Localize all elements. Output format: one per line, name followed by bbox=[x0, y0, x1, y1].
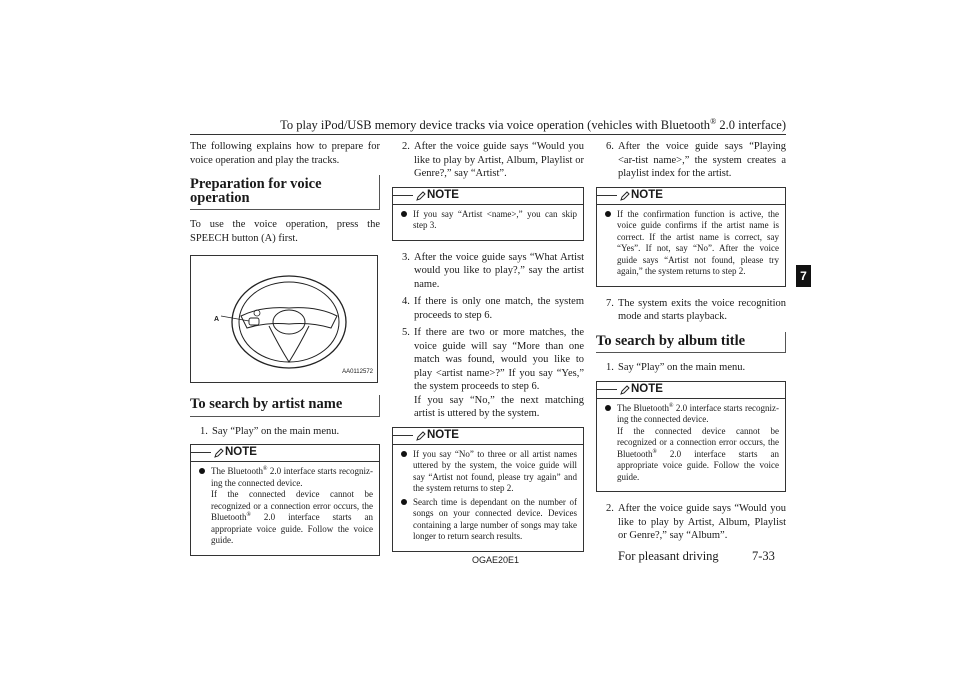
list-item: 2. After the voice guide says “Would you like to play by Artist, Album, Playlist or Genre?,” say “Album”. bbox=[606, 503, 786, 541]
document-code: OGAE20E1 bbox=[472, 555, 520, 565]
section-title-preparation: Preparation for voice operation bbox=[190, 175, 380, 210]
note-box bbox=[596, 381, 786, 493]
column-middle bbox=[392, 140, 584, 562]
pencil-icon bbox=[415, 430, 427, 442]
footer-section-title: For pleasant driving bbox=[618, 549, 719, 563]
pencil-icon bbox=[415, 190, 427, 202]
header-rule bbox=[190, 134, 786, 135]
bullet-icon bbox=[401, 499, 407, 505]
list-item: 5. If there are two or more matches, the voice guide will say “More than one match was found, would you like to play <artist name>?” If you say “Yes,” the system proceeds to step 6. If you say “No,” the next matching artist is uttered by the system. bbox=[402, 327, 584, 419]
note-item: The Bluetooth® 2.0 interface starts recogniz-ing the connected device. If the connected device cannot be recognized or a connection error occurs, the Bluetooth® 2.0 interface starts an appropriate voice guide. Follow the voice guide. bbox=[197, 466, 373, 547]
header-title: To play iPod/USB memory device tracks via voice operation (vehicles with Bluetooth bbox=[280, 118, 711, 132]
header-title-suffix: 2.0 interface) bbox=[716, 118, 786, 132]
note-box bbox=[392, 187, 584, 241]
page-header bbox=[190, 118, 786, 133]
list-item: 7. The system exits the voice recognition mode and starts playback. bbox=[606, 297, 786, 322]
bullet-icon bbox=[401, 451, 407, 457]
chapter-tab: 7 bbox=[796, 265, 811, 287]
page-number: 7-33 bbox=[752, 549, 775, 563]
note-title: NOTE bbox=[427, 188, 459, 201]
figure-callout-a: A bbox=[214, 316, 220, 323]
note-item: The Bluetooth® 2.0 interface starts recogniz-ing the connected device. If the connected device cannot be recognized or a connection error occurs, the Bluetooth® 2.0 interface starts an appropriate voice guide. Follow the voice guide. bbox=[603, 403, 779, 484]
column-right bbox=[596, 140, 786, 547]
note-title: NOTE bbox=[225, 446, 257, 459]
artist-steps bbox=[190, 425, 380, 439]
note-item: Search time is dependant on the number of songs on your connected device. Devices containing a large number of songs may take longer to return search results. bbox=[399, 497, 577, 543]
bullet-icon bbox=[401, 211, 407, 217]
steering-wheel-figure bbox=[190, 255, 378, 383]
note-title: NOTE bbox=[427, 428, 459, 441]
pencil-icon bbox=[619, 190, 631, 202]
list-item: 1. Say “Play” on the main menu. bbox=[200, 425, 340, 437]
note-box bbox=[190, 444, 380, 556]
note-box bbox=[596, 187, 786, 287]
column-left bbox=[190, 140, 380, 566]
section-title-artist: To search by artist name bbox=[190, 395, 380, 417]
list-item: 3. After the voice guide says “What Artist would you like to play?,” say the artist name. bbox=[402, 251, 584, 290]
pencil-icon bbox=[213, 447, 225, 459]
note-item: If you say “No” to three or all artist names uttered by the system, the voice guide will say “Artist not found, please try again” and the system returns to step 2. bbox=[399, 449, 577, 495]
bullet-icon bbox=[199, 468, 205, 474]
list-item: 4. If there is only one match, the system proceeds to step 6. bbox=[402, 296, 584, 321]
intro-text: The following explains how to prepare for voice operation and play the tracks. bbox=[190, 141, 380, 166]
list-item: 1. Say “Play” on the main menu. bbox=[606, 362, 746, 373]
bullet-icon bbox=[605, 405, 611, 411]
note-title: NOTE bbox=[631, 382, 663, 395]
note-item: If you say “Artist <name>,” you can skip step 3. bbox=[399, 209, 577, 232]
figure-code: AA0112572 bbox=[342, 368, 373, 375]
bullet-icon bbox=[605, 211, 611, 217]
pencil-icon bbox=[619, 384, 631, 396]
header-registered-mark: ® bbox=[710, 116, 717, 126]
note-title: NOTE bbox=[631, 188, 663, 201]
note-box bbox=[392, 427, 584, 552]
preparation-text: To use the voice operation, press the SPEECH button (A) first. bbox=[190, 219, 380, 244]
note-item: If the confirmation function is active, the voice guide confirms if the artist name is correct. If the artist name is correct, say “Yes”. If not, say “No”. After the voice guide says “Artist not found, please try again,” the system returns to step 2. bbox=[603, 209, 779, 278]
list-item: 6. After the voice guide says “Playing <ar-tist name>,” the system creates a playlist index for the artist. bbox=[606, 141, 786, 179]
list-item: 2. After the voice guide says “Would you like to play by Artist, Album, Playlist or Genre?,” say “Artist”. bbox=[402, 141, 584, 179]
section-title-album: To search by album title bbox=[596, 332, 786, 354]
